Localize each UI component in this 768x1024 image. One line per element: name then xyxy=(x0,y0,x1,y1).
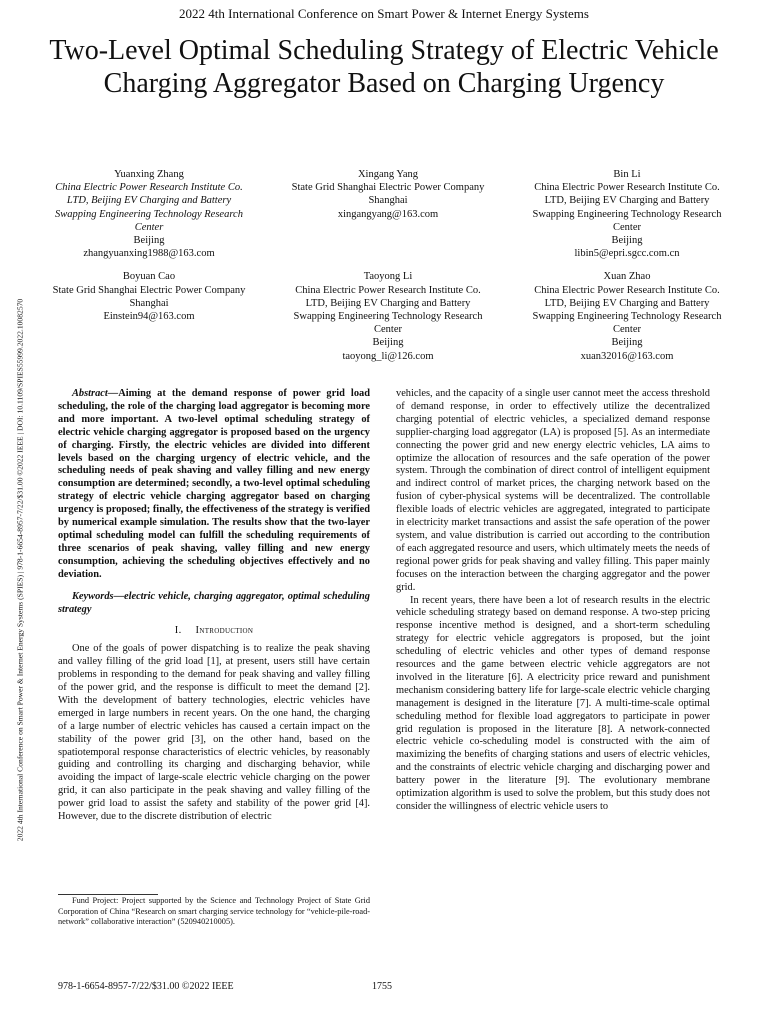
author-email: xuan32016@163.com xyxy=(580,350,674,362)
author-card xyxy=(291,270,485,362)
author-city: Beijing xyxy=(611,235,643,247)
author-card xyxy=(291,168,485,260)
page-number: 1755 xyxy=(372,981,392,992)
author-email: xingangyang@163.com xyxy=(337,208,439,220)
author-affiliation: China Electric Power Research Institute Co. LTD, Beijing EV Charging and Battery Swapping Engineering Technology Research Center xyxy=(293,284,483,336)
author-name: Bin Li xyxy=(613,169,641,180)
author-city: Beijing xyxy=(133,235,165,247)
abstract-text: Aiming at the demand response of power grid load scheduling, the role of the charging load aggregator is becoming more and more important. A two-level optimal scheduling strategy of electric vehicle charging aggregator is proposed based on the urgency of charging. Firstly, the electric vehicles are divided into different levels based on the charging urgency of electric vehicle, and the scheduling needs of peak shaving and valley filling and new energy consumption are determined; secondly, a two-level optimal scheduling strategy of electric vehicle charging aggregator based on charging urgency is proposed; finally, the effectiveness of the strategy is verified by numerical example simulation. The results show that the two-layer optimal scheduling model can fulfill the scheduling requirements of three scenarios of peak shaving, valley filling and new energy consumption, achieving the scheduling objectives effectively and no deviation. xyxy=(58,388,370,580)
author-block xyxy=(52,168,724,363)
footnote-rule xyxy=(58,894,158,895)
conference-header: 2022 4th International Conference on Smart Power & Internet Energy Systems xyxy=(179,6,589,21)
author-city: Beijing xyxy=(372,337,404,349)
author-email: taoyong_li@126.com xyxy=(342,350,434,362)
author-row xyxy=(52,270,724,362)
author-card xyxy=(52,168,246,260)
right-column xyxy=(396,388,710,814)
abstract xyxy=(58,388,370,582)
doi-sidebar-text: 2022 4th International Conference on Smart Power & Internet Energy Systems (SPIES) | 978-1-6654-8957-7/22/$31.00 ©2022 IEEE | DOI: 10.1109/SPIES55999.2022.10082570 xyxy=(15,298,25,842)
abstract-lead: Abstract— xyxy=(72,388,119,399)
author-name: Yuanxing Zhang xyxy=(114,169,184,180)
doi-sidebar xyxy=(13,160,27,980)
author-city: Shanghai xyxy=(368,195,408,207)
section-heading xyxy=(58,625,370,638)
author-affiliation: State Grid Shanghai Electric Power Company xyxy=(291,182,485,194)
author-name: Xuan Zhao xyxy=(603,271,651,283)
section-title: Introduction xyxy=(195,625,254,637)
fund-footnote: Fund Project: Project supported by the Science and Technology Project of State Grid Corporation of China “Research on smart charging service technology for “vehicle-pile-road-network” collaborative interaction” (520940210005). xyxy=(58,896,370,927)
author-name: Xingang Yang xyxy=(357,169,419,180)
author-name: Taoyong Li xyxy=(363,271,413,283)
author-affiliation: China Electric Power Research Institute Co. LTD, Beijing EV Charging and Battery Swapping Engineering Technology Research Center xyxy=(55,182,243,233)
intro-paragraph: One of the goals of power dispatching is to realize the peak shaving and valley filling of the grid load [1], at present, users still have certain problems in responding to the demand for peak shaving and valley filling of the power grid, and the response is difficult to meet the demand [2]. With the development of battery technologies, electric vehicles have emerged in large numbers in recent years. On the one hand, the charging of a large number of electric vehicles has caused a certain impact on the stability of the power grid [3], on the other hand, based on the spatiotemporal response characteristics of electric vehicles, by reasonably guiding and controlling its charging and discharging behavior, while avoiding the impact of large-scale electric vehicle charging on the power grid, it can also participate in the peak shaving and valley filling of the power grid load to assist the safety and stability of the power grid [4]. However, due to the discrete distribution of electric xyxy=(58,643,370,823)
author-row xyxy=(52,168,724,260)
author-card xyxy=(530,270,724,362)
author-affiliation: China Electric Power Research Institute Co. LTD, Beijing EV Charging and Battery Swapping Engineering Technology Research Center xyxy=(532,284,722,336)
author-affiliation: China Electric Power Research Institute Co. LTD, Beijing EV Charging and Battery Swapping Engineering Technology Research Center xyxy=(532,182,722,233)
section-number: I. xyxy=(174,625,182,637)
author-email: Einstein94@163.com xyxy=(103,311,195,323)
author-name: Boyuan Cao xyxy=(122,271,176,283)
footer-isbn: 978-1-6654-8957-7/22/$31.00 ©2022 IEEE xyxy=(58,981,234,992)
author-email: zhangyuanxing1988@163.com xyxy=(83,248,215,260)
left-column xyxy=(58,388,370,824)
author-city: Beijing xyxy=(611,337,643,349)
author-city: Shanghai xyxy=(129,297,169,309)
author-card xyxy=(530,168,724,260)
author-email: libin5@epri.sgcc.com.cn xyxy=(574,248,680,260)
body-paragraph: In recent years, there have been a lot of research results in the electric vehicle scheduling strategy based on demand response. A two-step pricing response incentive method is designed, and a short-term scheduling strategy for electric vehicle aggregators is proposed, but the joint scheduling of electric vehicles and other types of demand response resources and the game between electric vehicle aggregators are not involved in the literature [6]. A electricity price reward and punishment mechanism considering battery life for large-scale electric vehicle charging management is designed in the literature [7]. A multi-time-scale optimal scheduling method for flexible load aggregators to participate in power grid regulation is proposed in the literature [8]. A network-connected electric vehicle co-scheduling model is constructed with the aim of maximizing the benefits of charging stations and users of electric vehicles, and the constraints of electric vehicle charging and discharging power and battery power in the literature [9]. The evolutionary membrane optimization algorithm is used to solve the problem, but this study does not consider the willingness of electric vehicle users to xyxy=(396,594,710,812)
author-affiliation: State Grid Shanghai Electric Power Company xyxy=(52,284,246,296)
author-card xyxy=(52,270,246,362)
paper-title: Two-Level Optimal Scheduling Strategy of Electric Vehicle Charging Aggregator Based on Charging Urgency xyxy=(49,35,719,99)
keywords: Keywords—electric vehicle, charging aggregator, optimal scheduling strategy xyxy=(58,590,370,615)
body-paragraph: vehicles, and the capacity of a single user cannot meet the access threshold of demand response, in order to effectively utilize the decentralized charging potential of electric vehicles, a specialized demand response supplier-charging load aggregator (LA) is proposed [5]. As an intermediate connecting the power grid and new energy electric vehicles, LA aims to optimize the allocation of resources and the safe operation of the power system. Through the combination of direct control of intelligent equipment and indirect control of market prices, the charging network based on the fusion of cyber-physical systems will be decentralized. The controllable flexible loads of electric vehicles are aggregated, integrated to participate in electricity market transactions and assist the safe operation of the power system, and value distribution is carried out according to the contribution of each aggregated resource and users, which ultimately meets the needs of regional power grids for peak shaving and valley filling. This paper mainly focuses on the interaction between the charging aggregator and the power grid. xyxy=(396,388,710,593)
